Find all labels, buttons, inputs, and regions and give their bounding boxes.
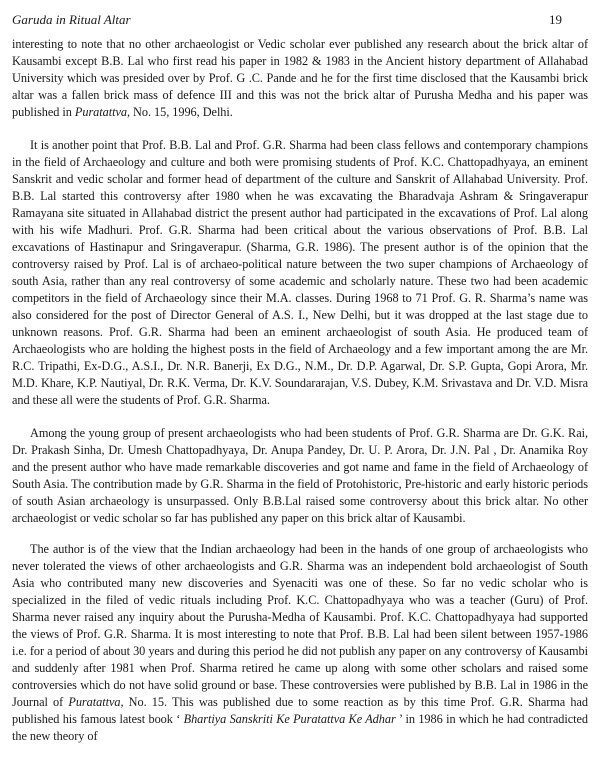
paragraph-4-tail: ’ in 1986 in which he had contradicted the new theory of	[12, 712, 588, 743]
paragraph-3: Among the young group of present archaeologists who had been students of Prof. G.R. Sharma are Dr. G.K. Rai, Dr. Prakash Sinha, Dr. Umesh Chattopadhyaya, Dr. Anupa Pandey, Dr. U. P. Arora, Dr. J.N. Pal , Dr. Anamika Roy and the present author who have made remarkable discoveries and got name and fame in the field of Archaeology of South Asia. The contribution made by G.R. Sharma in the field of Protohistoric, Pre-historic and early historic periods of south Asian archaeology is unsurpassed. Only B.B.Lal raised some controversy about this brick altar. No other archaeologist or vedic scholar so far has published any paper on this brick altar of Kausambi.	[12, 426, 588, 525]
journal-title: Puratattva,	[74, 105, 131, 119]
paragraph-gap	[12, 527, 588, 541]
journal-title: Puratattva,	[68, 695, 124, 709]
paragraph-gap	[12, 121, 588, 137]
paragraph-1-text: interesting to note that no other archaeologist or Vedic scholar ever published any research about the brick altar of Kausambi except B.B. Lal who first read his paper in 1982 & 1983 in the Ancient history department of Allahabad University which was presided over by Prof. G .C. Pande and he for the first time disclosed that the Kausambi brick altar was a fallen brick mass of defence III and this was not the brick altar of Purusha Medha and his paper was published in	[12, 37, 588, 119]
paragraph-gap	[12, 409, 588, 425]
paragraph-4	[12, 541, 588, 745]
book-title: Bhartiya Sanskriti Ke Puratattva Ke Adhar	[183, 712, 396, 726]
page-number: 19	[549, 12, 562, 27]
paragraph-1-tail: No. 15, 1996, Delhi.	[130, 105, 233, 119]
paragraph-2: It is another point that Prof. B.B. Lal and Prof. G.R. Sharma had been class fellows and contemporary champions in the field of Archaeology and culture and both were promising students of Prof. K.C. Chattopadhyaya, an eminent Sanskrit and vedic scholar and former head of department of the culture and Sanskrit of Allahabad University. Prof. B.B. Lal started this controversy after 1980 when he was excavating the Bharadvaja Ashram & Sringaverapur Ramayana site situated in Allahabad district the present author had participated in the excavations of Prof. Lal along with his wife Madhuri. Prof. G.R. Sharma had been critical about the various observations of Prof. B.B. Lal excavations of Hastinapur and Sringaverapur. (Sharma, G.R. 1986). The present author is of the opinion that the controversy raised by Prof. Lal is of archaeo-political nature between the two super champions of Archaeology of south Asia, rather than any real controversy of some academic and scholarly nature. These two had been academic competitors in the field of Archaeology since their M.A. classes. During 1968 to 71 Prof. G. R. Sharma’s name was also considered for the post of Director General of A.S. I., New Delhi, but it was dropped at the last stage due to unknown reasons. Prof. G.R. Sharma had been an eminent archaeologist of south Asia. He produced team of Archaeologists who are holding the highest posts in the field of Archaeology and a few important among the are Mr. R.C. Tripathi, Ex-D.G., A.S.I., Dr. N.R. Banerji, Ex D.G., N.M., Dr. D.P. Agarwal, Dr. S.P. Gupta, Gopi Arora, Mr. M.D. Khare, K.P. Nautiyal, Dr. R.K. Verma, Dr. K.V. Soundararajan, V.S. Dubey, K.M. Srivastava and Dr. V.D. Misra and these all were the students of Prof. G.R. Sharma.	[12, 138, 588, 407]
paragraph-4-middle: No. 15. This was published due to some reaction as by this time Prof. G.R. Sharma had published his famous latest book ‘	[12, 695, 588, 726]
running-title: Garuda in Ritual Altar	[12, 12, 131, 27]
page-header	[12, 12, 588, 28]
paragraph-4-text: The author is of the view that the Indian archaeology had been in the hands of one group of archaeologists who never tolerated the views of other archaeologists and G.R. Sharma was an independent bold archaeologist of South Asia who contributed many new discoveries and Syenaciti was one of these. So far no vedic scholar who is specialized in the filed of vedic rituals including Prof. K.C. Chattopadhyaya who was a teacher (Guru) of Prof. Sharma never raised any inquiry about the Purusha-Medha of Kausambi. Prof. K.C. Chattopadhyaya had supported the views of Prof. G.R. Sharma. It is most interesting to note that Prof. B.B. Lal had been silent between 1957-1986 i.e. for a period of about 30 years and during this period he did not publish any paper on any controversy of Kausambi and suddenly after 1981 when Prof. Sharma retired he came up along with some other scholars and raised some controversies which do not have solid ground or base. These controversies were published by B.B. Lal in 1986 in the Journal of	[12, 542, 588, 709]
paragraph-1	[12, 36, 588, 121]
